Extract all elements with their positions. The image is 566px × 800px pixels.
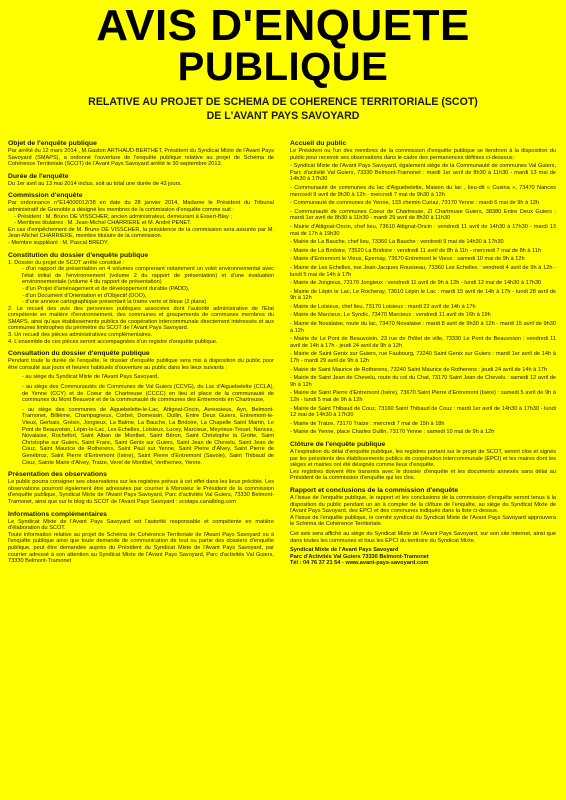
consultation-text: Pendant toute la durée de l'enquête, le dossier d'enquête publique sera mis à disposition du public pour être consulté aux jours et heures habituels d'ouverture au public dans les lieux suivants : bbox=[8, 358, 274, 371]
constitution-item-1c: - d'un Document d'Orientation et d'Objectif (DOO), bbox=[22, 292, 147, 299]
commission-president: - Président : M. Bruno DE VISSCHER, ancien administrateur, demeurant à Essert-Blay ; bbox=[14, 213, 232, 220]
permanence-item: - Mairie de Saint Pierre d'Entremont (Isère), 73670 Saint Pierre d'Entremont (Isère) : samedi 5 avril de 9h à 12h - lundi 5 mai de 9h à 12h bbox=[290, 390, 556, 403]
rapport-text-1: A l'issue de l'enquête publique, le rapport et les conclusions de la commission d'enquête seront tenus à la disposition du public pendant un an à compter de la clôture de l'enquête, au siège du Syndicat Mixte de l'Avant Pays Savoyard, des EPCI et des communes indiqués dans la liste ci-dessus. bbox=[290, 494, 556, 515]
title-line-1: AVIS D'ENQUETE bbox=[96, 1, 470, 50]
permanence-item: - Mairie d'Entremont le Vieux, Epernay, 73670 Entremont le Vieux : samedi 10 mai de 9h à 12h bbox=[290, 256, 525, 263]
duree-heading: Durée de l'enquête bbox=[8, 172, 69, 180]
permanence-item: - Mairie de Yenne, place Charles Dullin, 73170 Yenne : samedi 10 mai de 9h à 12h bbox=[290, 429, 495, 436]
constitution-item-1b: - d'un Projet d'aménagement et de développement durable (PADD), bbox=[22, 285, 190, 292]
permanence-item: - Mairie de La Bridoire, 73520 La Bridoire : vendredi 11 avril de 8h à 11h - mercredi 7 mai de 8h à 11h bbox=[290, 247, 541, 254]
accueil-heading: Accueil du public bbox=[290, 140, 347, 147]
rapport-heading: Rapport et conclusions de la commission d'enquête bbox=[290, 486, 459, 494]
permanence-item: - Mairie de Jongieux, 73170 Jongieux : vendredi 11 avril de 9h à 12h - lundi 12 mai de 14h30 à 17h30 bbox=[290, 280, 542, 287]
infos-text-1: Le Syndicat Mixte de l'Avant Pays Savoyard est l'autorité responsable et compétente en matière d'élaboration du SCOT. bbox=[8, 518, 274, 532]
permanence-item: - Mairie de Marcieux, Le Syndic, 73470 Marcieux : vendredi 11 avril de 16h à 19h bbox=[290, 312, 491, 319]
subtitle-line-2: DE L'AVANT PAYS SAVOYARD bbox=[206, 110, 360, 122]
permanence-item: - Communauté de communes de Yenne, 133 chemin Curiaz, 73170 Yenne : mardi 6 mai de 9h à 12h bbox=[290, 200, 540, 207]
commission-titulaires: - Membres titulaires : M. Jean-Michel CHARRIERE et M. André PENET. bbox=[14, 220, 192, 227]
presentation-heading: Présentation des observations bbox=[8, 471, 107, 479]
cloture-heading: Clôture de l'enquête publique bbox=[290, 440, 386, 448]
permanence-item: - Mairie de Traize, 73170 Traize : mercredi 7 mai de 15h à 18h bbox=[290, 420, 445, 427]
signature-contact: Tél : 04 76 37 21 54 - www.avant-pays-savoyard.com bbox=[290, 560, 429, 567]
objet-text: Par arrêté du 12 mars 2014 , M.Gaston ARTHAUD-BERTHET, Président du Syndicat Mixte de l'Avant Pays Savoyard (SMAPS), a ordonné l'ouverture de l'enquête publique relative au projet de Schéma de Cohérence Territoriale (SCOT) de l'Avant Pays Savoyard arrêté le 30 septembre 2013. bbox=[8, 148, 274, 168]
permanences-list bbox=[290, 163, 556, 436]
commission-text: Par ordonnance n°E14000012/38 en date du 28 janvier 2014, Madame le Président du Tribunal administratif de Grenoble a désigné les membres de la commission d'enquête comme suit : bbox=[8, 200, 274, 213]
constitution-item-1: 1. Dossier du projet de SCOT arrêté constitué : bbox=[8, 259, 125, 266]
permanence-item: - Mairie de Lépin le Lac, Le Rocheray, 73610 Lépin le Lac : mardi 15 avril de 14h à 17h - lundi 28 avril de 9h à 12h bbox=[290, 288, 556, 302]
infos-text-2: Toute information relative au projet de Schéma de Cohérence Territoriale de l'Avant Pays Savoyard ou à l'enquête publique ainsi que toute demande de communication de tout ou partie des dossiers d'enquête publique, peut être demandée auprès du Président du Syndicat Mixte de l'Avant Pays Savoyard, par courrier adressé à son attention au Syndicat Mixte de l'Avant Pays Savoyard, Parc d'activités Val Guiers, 73330 Belmont-Tramonet bbox=[8, 531, 274, 565]
commission-heading: Commission d'enquête bbox=[8, 192, 83, 200]
constitution-item-1a: - d'un rapport de présentation en 4 volumes comprenant notamment un volet environnemental avec l'état initial de l'environnement (volume 2 du rapport de présentation) et d'une évaluation environnementale (volume 4 du rapport de présentation) bbox=[22, 266, 274, 286]
infos-heading: Informations complémentaires bbox=[8, 510, 107, 518]
constitution-item-3: 3. Un recueil des pièces administratives complémentaires. bbox=[8, 332, 153, 339]
signature-name: Syndicat Mixte de l'Avant Pays Savoyard bbox=[290, 547, 399, 554]
permanence-item: - Mairie de Les Echelles, rue Jean-Jacques Rousseau, 73360 Les Echelles : vendredi 4 avril de 9h à 12h - lundi 5 mai de 14h à 17h bbox=[290, 264, 556, 278]
rapport-text-2: A l'issue de l'enquête publique, le comité syndical du Syndicat Mixte de l'Avant Pays Savoyard approuvera le Schéma de Cohérence Territoriale. bbox=[290, 514, 556, 528]
cloture-text-1: A l'expiration du délai d'enquête publique, les registres portant sur le projet de SCOT, seront clos et signés par les présidents des établissements publics de coopération intercommunale (EPCI) et les maires dont les sièges et mairies ont été désignés comme lieux d'enquête. bbox=[290, 448, 556, 469]
consultation-item-a: - au siège du Syndicat Mixte de l'Avant Pays Savoyard, bbox=[22, 374, 159, 381]
left-column bbox=[8, 140, 274, 785]
permanence-item: - Mairie de Loisieux, chef lieu, 73170 Loisieux : mardi 22 avril de 14h à 17h bbox=[290, 303, 476, 310]
permanence-item: - Communauté de communes du lac d'Aiguebelette, Maison du lac , lieu-dit « Cusina », 73470 Nances mercredi 9 avril de 9h30 à 12h - mercredi 7 mai de 9h30 à 12h bbox=[290, 184, 556, 198]
right-column bbox=[290, 140, 556, 800]
objet-heading: Objet de l'enquête publique bbox=[8, 140, 97, 147]
subtitle-line-1: RELATIVE AU PROJET DE SCHEMA DE COHERENCE TERRITORIALE (SCOT) bbox=[88, 96, 478, 108]
cloture-text-2: Les registres doivent être transmis avec le dossier d'enquête et les documents annexés sans délai au Président de la commission d'enquête qui les clos. bbox=[290, 468, 556, 482]
constitution-item-2: 2. Le recueil des avis des personnes publiques associées dont l'autorité administrative de l'Etat compétente en matière d'environnement, des communes et groupements de communes membres du SMAPS, ainsi qu'aux établissements publics de coopération intercommunale directement intéressés et aux communes limitrophes du périmètre du SCOT de l'Avant Pays Savoyard. bbox=[8, 305, 274, 332]
title-line-2: PUBLIQUE bbox=[177, 45, 389, 89]
duree-text: Du 1er avril au 13 mai 2014 inclus, soit au total une durée de 43 jours. bbox=[8, 180, 182, 187]
consultation-item-b: - au siège des Communautés de Communes de Val Guiers (CCVG), du Lac d'Aiguebelette (CCLA), de Yenne (CCY) et de Coeur de Chartreuse (CCCC) en lieu et place de la communauté de communes du Mont Beauvoir et de la communauté de communes des Entremonts en Chartreuse, bbox=[22, 384, 274, 404]
commission-empeche: En cas d'empêchement de M. Bruno DE VISSCHER, la présidence de la commission sera assurée par M. Jean-Michel CHARRIERE, membre titulaire de la commission. bbox=[8, 226, 274, 240]
permanence-item: - Mairie de Saint Genix sur Guiers, rue Faubourg, 73240 Saint Genix sur Guiers : mardi 1er avril de 14h à 17h - mardi 29 avril de 9h à 12h bbox=[290, 351, 556, 365]
constitution-item-1d: - d'une annexe cartographique présentant la trame verte et bleue (2 plans) bbox=[22, 299, 207, 306]
permanence-item: - Communauté de communes Coeur de Chartreuse, ZI Chartreuse Guiers, 38380 Entre Deux Guiers : mardi 1er avril de 8h30 à 11h30 - mardi 29 avril de 8h30 à 11h30 bbox=[290, 208, 556, 222]
accueil-text: Le Président ou l'un des membres de la commission d'enquête publique se tiendront à la disposition du public pour recevoir ses observations dans le cadre des permanences définies ci-dessous : bbox=[290, 148, 556, 161]
signature-address: Parc d'Activités Val Guiers 73330 Belmont-Tramonet bbox=[290, 553, 429, 560]
constitution-heading: Constitution du dossier d'enquête publique bbox=[8, 251, 149, 259]
consultation-item-c: - au siège des communes de Aiguebelette-le-Lac, Attignat-Oncin, Avressieux, Ayn, Belmont-Tramonet, Billième, Champagneux, Corbel, Domessin, Dullin, Entre Deux Guiers, Entremont-le-Vieux, Gerbaix, Grésin, Jongieux, La Balme, La Bauche, La Bridoire, La Chapelle Saint Martin, Le Pont de Beauvoisin, Lépin-le-Lac, Les Echelles, Loisieux, Lucey, Marcieux, Meyrieux-Trouet, Nances, Novalaise, Rochefort, Saint Alban de Montbel, Saint Béron, Saint Christophe la Grotte, Saint Christophe sur Guiers, Saint Franc, Saint Genix sur Guiers, Saint Jean de Chevelu, Saint Jean de Couz, Saint Maurice de Rotherens, Saint Paul sur Yenne, Saint Pierre d'Alvey, Saint Pierre de Genébroz, Saint Pierre d'Entremont (Isère), Saint Pierre d'Entremont (Savoie), Saint Thibaud de Couz, Sainte Marie d'Alvey, Traize, Verel de Montbel, Verthemex, Yenne. bbox=[22, 406, 274, 466]
permanence-item: - Mairie de Novalaise, route du lac, 73470 Novalaise : mardi 8 avril de 9h30 à 12h - mardi 15 avril de 9h30 à 12h bbox=[290, 321, 556, 334]
constitution-item-4: 4. L'ensemble de ces pièces seront accompagnées d'un registre d'enquête publique. bbox=[8, 338, 218, 345]
rapport-text-3: Cet avis sera affiché au siège du Syndicat Mixte de l'Avant Pays Savoyard, sur son site internet, ainsi que dans toutes les communes et tous les EPCI du territoire du Syndicat Mixte. bbox=[290, 530, 556, 544]
permanence-item: - Mairie de Saint Jean de Chevelu, route du col du Chat, 73170 Saint Jean de Chevelu : samedi 12 avril de 9h à 12h bbox=[290, 375, 556, 388]
permanence-item: - Mairie de Le Pont de Beauvoisin, 23 rue de l'hôtel de ville, 73330 Le Pont de Beauvoisin : vendredi 11 avril de 14h à 17h - jeudi 24 avril de 9h à 12h bbox=[290, 336, 556, 349]
commission-suppleant: - Membre suppléant : M. Pascal BREDY. bbox=[8, 239, 109, 246]
presentation-text: Le public pourra consigner ses observations sur les registres prévus à cet effet dans les lieux précités. Les observations pourront également être adressées par courrier à Monsieur le Président de la commission d'enquête publique, Syndicat Mixte de l'Avant Pays Savoyard, Parc d'activités Val Guiers, 73330 Belmont-Tramonet, ainsi que sur le blog du SCOT de l'Avant Pays Savoyard : scotaps.canalblog.com bbox=[8, 479, 274, 505]
permanence-item: - Mairie de Saint Thibaud de Couz, 73160 Saint Thibaud de Couz : mardi 1er avril de 14h30 à 17h30 - lundi 12 mai de 14h30 à 17h30 bbox=[290, 405, 556, 419]
permanence-item: - Mairie de La Bauche, chef lieu, 73360 La Bauche : vendredi 9 mai de 14h30 à 17h30 bbox=[290, 239, 504, 246]
permanence-item: - Mairie de Saint Maurice de Rotherens, 73240 Saint Maurice de Rotherens : jeudi 24 avril de 14h à 17h bbox=[290, 366, 548, 373]
permanence-item: - Syndicat Mixte de l'Avant Pays Savoyard, également siège de la Communauté de communes Val Guiers, Parc d'activité Val Guiers, 73330 Belmont-Tramonet : mardi 1er avril de 8h30 à 11h30 - mardi 13 mai de 14h30 à 17h30 bbox=[290, 163, 556, 183]
consultation-heading: Consultation du dossier d'enquête publique bbox=[8, 350, 150, 358]
permanence-item: - Mairie d'Attignat-Oncin, chef lieu, 73610 Attignat-Oncin : vendredi 11 avril de 14h30 à 17h30 - mardi 13 mai de 17h à 19h30 bbox=[290, 223, 556, 237]
